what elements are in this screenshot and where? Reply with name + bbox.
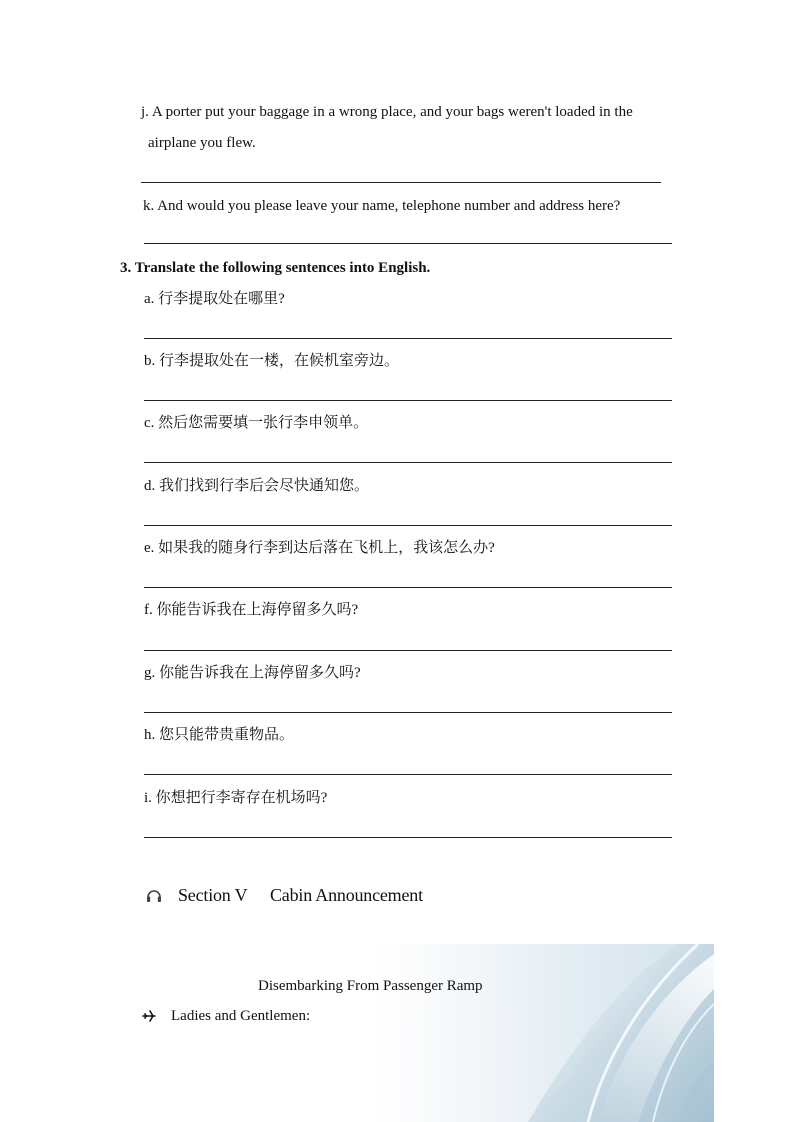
announcement-banner <box>98 944 714 1122</box>
translate-item-c <box>144 413 368 433</box>
item-text: 然后您需要填一张行李申领单。 <box>158 415 369 431</box>
exercise3-heading: 3. Translate the following sentences into English. <box>120 260 431 276</box>
item-text: 你能告诉我在上海停留多久吗? <box>159 665 361 681</box>
translate-item-a <box>144 289 285 309</box>
translate-item-e <box>144 538 495 558</box>
item-label: e. <box>144 540 155 556</box>
item-text: 你想把行李寄存在机场吗? <box>155 790 328 806</box>
exercise-item-k: k. And would you please leave your name, telephone number and address here? <box>143 198 621 214</box>
answer-line-b[interactable] <box>144 400 672 401</box>
answer-line-h[interactable] <box>144 774 672 775</box>
item-label: h. <box>144 727 156 743</box>
answer-line-g[interactable] <box>144 712 672 713</box>
translate-item-g <box>144 663 361 683</box>
banner-decoration <box>98 944 714 1122</box>
answer-line-c[interactable] <box>144 462 672 463</box>
announcement-title: Disembarking From Passenger Ramp <box>258 978 483 994</box>
answer-line-i[interactable] <box>144 837 672 838</box>
translate-item-i <box>144 788 327 808</box>
item-label: i. <box>144 790 152 806</box>
item-text: 我们找到行李后会尽快通知您。 <box>159 478 370 494</box>
item-label: a. <box>144 291 155 307</box>
item-label: b. <box>144 353 156 369</box>
translate-item-f <box>144 600 358 620</box>
answer-line-a[interactable] <box>144 338 672 339</box>
exercise-item-j-line2: airplane you flew. <box>148 135 256 151</box>
headphones-icon <box>145 887 163 905</box>
item-label: c. <box>144 415 155 431</box>
item-label: f. <box>144 602 153 618</box>
item-text: 你能告诉我在上海停留多久吗? <box>156 602 359 618</box>
item-text: 您只能带贵重物品。 <box>159 727 295 743</box>
section-label: Section V <box>178 885 248 905</box>
item-label: g. <box>144 665 156 681</box>
item-text: 行李提取处在一楼，在候机室旁边。 <box>159 353 400 369</box>
item-text: 如果我的随身行李到达后落在飞机上，我该怎么办? <box>158 540 495 556</box>
answer-line-k[interactable] <box>144 243 672 244</box>
translate-item-h <box>144 725 294 745</box>
item-text: 行李提取处在哪里? <box>158 291 285 307</box>
answer-line-e[interactable] <box>144 587 672 588</box>
airplane-icon <box>141 1008 157 1024</box>
announcement-first-line: Ladies and Gentlemen: <box>171 1008 311 1024</box>
answer-line-j[interactable] <box>141 182 661 183</box>
exercise-item-j-line1: j. A porter put your baggage in a wrong place, and your bags weren't loaded in the <box>141 104 633 120</box>
answer-line-f[interactable] <box>144 650 672 651</box>
section-title: Cabin Announcement <box>270 885 423 905</box>
answer-line-d[interactable] <box>144 525 672 526</box>
translate-item-b <box>144 351 399 371</box>
translate-item-d <box>144 476 369 496</box>
item-label: d. <box>144 478 156 494</box>
